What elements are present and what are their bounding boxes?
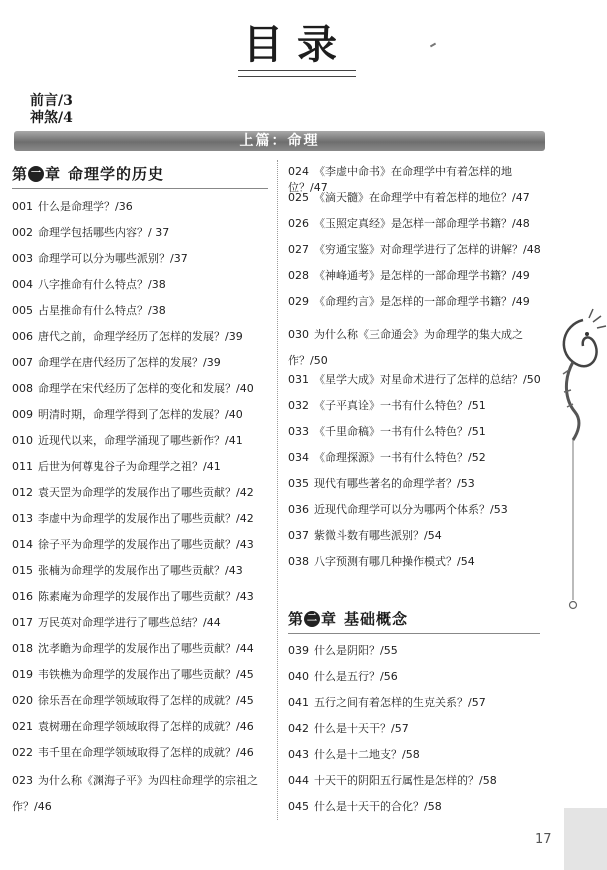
toc-entry (12, 667, 274, 683)
entry-text: 命理学在宋代经历了怎样的变化和发展？/40 (38, 382, 254, 395)
toc-entry (288, 322, 550, 374)
toc-entry (288, 372, 550, 388)
entry-number: 021 (12, 720, 33, 733)
front-matter-shensha: 神煞/4 (30, 110, 73, 126)
toc-entry (288, 268, 550, 284)
entry-text: 《星学大成》对星命术进行了怎样的总结？/50 (314, 373, 541, 386)
toc-entry (12, 225, 274, 241)
entry-number: 013 (12, 512, 33, 525)
entry-text: 徐子平为命理学的发展作出了哪些贡献？/43 (38, 538, 254, 551)
entry-text: 为什么称《渊海子平》为四柱命理学的宗祖之作？/46 (12, 774, 258, 813)
entry-number: 025 (288, 191, 309, 204)
entry-text: 李虚中为命理学的发展作出了哪些贡献？/42 (38, 512, 254, 525)
chapter-heading-1 (12, 163, 164, 185)
entry-text: 五行之间有着怎样的生克关系？/57 (314, 696, 486, 709)
dragon-ornament-icon (543, 300, 607, 620)
entry-number: 005 (12, 304, 33, 317)
entry-number: 035 (288, 477, 309, 490)
chapter-title: 基础概念 (344, 610, 409, 628)
entry-number: 012 (12, 486, 33, 499)
entry-number: 024 (288, 165, 309, 178)
entry-text: 张楠为命理学的发展作出了哪些贡献？/43 (38, 564, 243, 577)
entry-number: 018 (12, 642, 33, 655)
entry-number: 040 (288, 670, 309, 683)
entry-text: 万民英对命理学进行了哪些总结？/44 (38, 616, 221, 629)
entry-number: 037 (288, 529, 309, 542)
entry-number: 026 (288, 217, 309, 230)
chapter-rule (12, 188, 268, 189)
toc-entry (288, 747, 550, 763)
entry-number: 017 (12, 616, 33, 629)
entry-text: 《李虚中命书》在命理学中有着怎样的地位？/47 (288, 165, 512, 194)
entry-number: 022 (12, 746, 33, 759)
entry-number: 007 (12, 356, 33, 369)
entry-text: 近现代以来，命理学涌现了哪些新作？/41 (38, 434, 243, 447)
toc-entry (12, 768, 274, 820)
entry-number: 043 (288, 748, 309, 761)
entry-number: 029 (288, 295, 309, 308)
entry-text: 《命理约言》是怎样的一部命理学书籍？/49 (314, 295, 530, 308)
entry-number: 044 (288, 774, 309, 787)
entry-text: 现代有哪些著名的命理学者？/53 (314, 477, 475, 490)
entry-text: 韦铁樵为命理学的发展作出了哪些贡献？/45 (38, 668, 254, 681)
toc-entry (288, 799, 550, 815)
page-number: 17 (535, 832, 552, 847)
toc-entry (12, 641, 274, 657)
entry-text: 为什么称《三命通会》为命理学的集大成之作？/50 (288, 328, 523, 367)
print-speck (430, 43, 436, 48)
entry-text: 什么是十二地支？/58 (314, 748, 420, 761)
toc-entry (288, 528, 550, 544)
entry-text: 《滴天髓》在命理学中有着怎样的地位？/47 (314, 191, 530, 204)
entry-text: 《神峰通考》是怎样的一部命理学书籍？/49 (314, 269, 530, 282)
entry-text: 沈孝瞻为命理学的发展作出了哪些贡献？/44 (38, 642, 254, 655)
entry-number: 020 (12, 694, 33, 707)
entry-text: 命理学包括哪些内容？/ 37 (38, 226, 170, 239)
entry-number: 031 (288, 373, 309, 386)
toc-entry (12, 303, 274, 319)
entry-number: 014 (12, 538, 33, 551)
toc-entry (12, 537, 274, 553)
entry-number: 036 (288, 503, 309, 516)
toc-entry (12, 485, 274, 501)
page-title: 目录 (243, 22, 351, 68)
entry-text: 韦千里在命理学领域取得了怎样的成就？/46 (38, 746, 254, 759)
entry-number: 015 (12, 564, 33, 577)
entry-text: 什么是命理学？/36 (38, 200, 133, 213)
entry-number: 042 (288, 722, 309, 735)
entry-text: 近现代命理学可以分为哪两个体系？/53 (314, 503, 508, 516)
chapter-suffix: 章 (321, 610, 337, 628)
entry-number: 028 (288, 269, 309, 282)
entry-text: 命理学可以分为哪些派别？/37 (38, 252, 188, 265)
chapter-rule (288, 633, 540, 634)
entry-text: 唐代之前，命理学经历了怎样的发展？/39 (38, 330, 243, 343)
column-divider (277, 160, 278, 820)
entry-text: 《穷通宝鉴》对命理学进行了怎样的讲解？/48 (314, 243, 541, 256)
entry-number: 045 (288, 800, 309, 813)
entry-number: 034 (288, 451, 309, 464)
toc-entry (12, 407, 274, 423)
entry-number: 041 (288, 696, 309, 709)
front-matter-preface: 前言/3 (30, 93, 73, 109)
entry-text: 紫微斗数有哪些派别？/54 (314, 529, 442, 542)
entry-text: 什么是十天干？/57 (314, 722, 409, 735)
entry-number: 027 (288, 243, 309, 256)
toc-entry (12, 459, 274, 475)
chapter-suffix: 章 (45, 165, 61, 183)
toc-entry (288, 502, 550, 518)
title-underline (238, 70, 356, 77)
entry-number: 006 (12, 330, 33, 343)
entry-number: 001 (12, 200, 33, 213)
entry-number: 030 (288, 328, 309, 341)
entry-number: 002 (12, 226, 33, 239)
entry-text: 八字预测有哪几种操作模式？/54 (314, 555, 475, 568)
toc-entry (288, 695, 550, 711)
toc-entry (12, 381, 274, 397)
entry-text: 《命理探源》一书有什么特色？/52 (314, 451, 486, 464)
toc-entry (288, 643, 550, 659)
entry-number: 010 (12, 434, 33, 447)
chapter-heading-2 (288, 608, 408, 630)
toc-entry (12, 693, 274, 709)
chapter-prefix: 第 (288, 610, 304, 628)
entry-number: 038 (288, 555, 309, 568)
entry-text: 命理学在唐代经历了怎样的发展？/39 (38, 356, 221, 369)
entry-text: 十天干的阴阳五行属性是怎样的？/58 (314, 774, 497, 787)
entry-text: 《千里命稿》一书有什么特色？/51 (314, 425, 486, 438)
entry-text: 《玉照定真经》是怎样一部命理学书籍？/48 (314, 217, 530, 230)
entry-number: 003 (12, 252, 33, 265)
entry-number: 039 (288, 644, 309, 657)
toc-entry (288, 450, 550, 466)
chapter-number-badge: 一 (28, 166, 44, 182)
toc-entry (288, 721, 550, 737)
entry-text: 什么是阴阳？/55 (314, 644, 398, 657)
entry-text: 什么是十天干的合化？/58 (314, 800, 442, 813)
toc-entry (12, 277, 274, 293)
entry-text: 徐乐吾在命理学领域取得了怎样的成就？/45 (38, 694, 254, 707)
entry-text: 八字推命有什么特点？/38 (38, 278, 166, 291)
entry-number: 019 (12, 668, 33, 681)
entry-text: 明清时期，命理学得到了怎样的发展？/40 (38, 408, 243, 421)
toc-entry (12, 251, 274, 267)
entry-number: 023 (12, 774, 33, 787)
entry-text: 占星推命有什么特点？/38 (38, 304, 166, 317)
toc-entry (288, 424, 550, 440)
toc-entry (288, 669, 550, 685)
toc-entry (12, 329, 274, 345)
toc-entry (12, 563, 274, 579)
corner-tab (564, 808, 607, 870)
entry-text: 陈素庵为命理学的发展作出了哪些贡献？/43 (38, 590, 254, 603)
toc-entry (288, 216, 550, 232)
entry-number: 016 (12, 590, 33, 603)
chapter-prefix: 第 (12, 165, 28, 183)
part-banner: 上篇：命理 (14, 131, 545, 151)
toc-entry (288, 476, 550, 492)
toc-entry (12, 589, 274, 605)
toc-entry (288, 773, 550, 789)
entry-number: 011 (12, 460, 33, 473)
entry-number: 032 (288, 399, 309, 412)
entry-number: 009 (12, 408, 33, 421)
entry-number: 008 (12, 382, 33, 395)
toc-entry (12, 745, 274, 761)
entry-text: 什么是五行？/56 (314, 670, 398, 683)
toc-entry (12, 511, 274, 527)
entry-text: 后世为何尊鬼谷子为命理学之祖？/41 (38, 460, 221, 473)
toc-entry (288, 190, 550, 206)
chapter-number-badge: 二 (304, 611, 320, 627)
toc-entry (12, 433, 274, 449)
entry-number: 033 (288, 425, 309, 438)
toc-entry (12, 615, 274, 631)
entry-text: 袁天罡为命理学的发展作出了哪些贡献？/42 (38, 486, 254, 499)
entry-number: 004 (12, 278, 33, 291)
entry-text: 《子平真诠》一书有什么特色？/51 (314, 399, 486, 412)
toc-entry (288, 242, 550, 258)
entry-text: 袁树珊在命理学领域取得了怎样的成就？/46 (38, 720, 254, 733)
chapter-title: 命理学的历史 (68, 165, 165, 183)
toc-entry (288, 294, 550, 310)
toc-entry (12, 719, 274, 735)
toc-entry (12, 355, 274, 371)
toc-entry (288, 398, 550, 414)
toc-entry (288, 554, 550, 570)
toc-entry (12, 199, 274, 215)
